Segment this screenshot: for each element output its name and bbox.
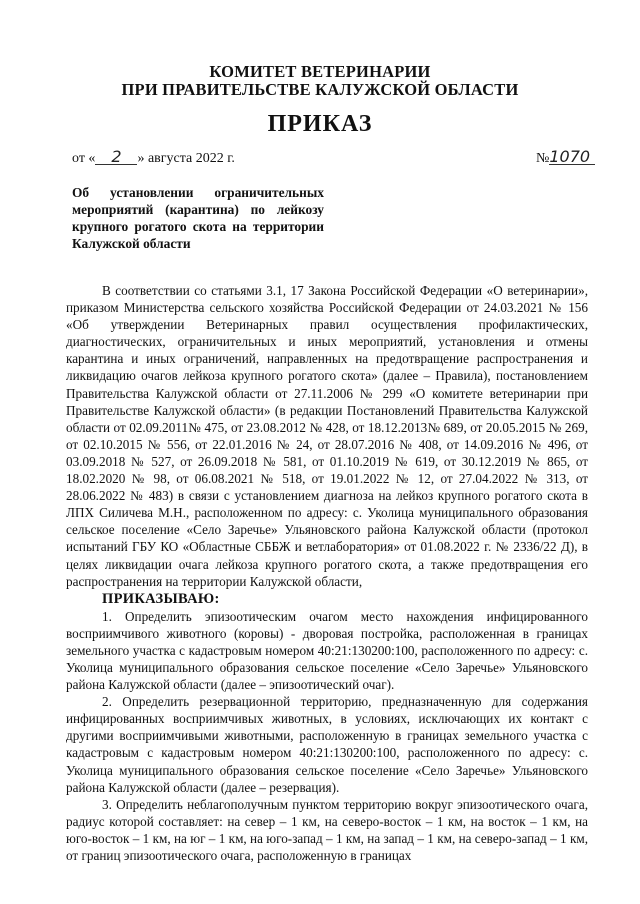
orders-heading: ПРИКАЗЫВАЮ: [102, 590, 220, 607]
order-item-1: 1. Определить эпизоотическим очагом место нахождения инфицированного восприимчивого животного (коровы) - дворовая постройка, расположенная в границах земельного участка с кадастровым номером 40:21:130200:100, расположенного по адресу: с. Уколица муниципального образования сельское поселение «Село Заречье» Ульяновского района Калужской области (далее – эпизоотический очаг). [66, 608, 588, 693]
date-prefix: от « [72, 151, 96, 166]
date-day-handwritten: 2 [95, 150, 137, 165]
preamble-paragraph: В соответствии со статьями 3.1, 17 Закона Российской Федерации «О ветеринарии», приказом Министерства сельского хозяйства Российской Федерации от 24.03.2021 № 156 «Об утверждении Ветеринарных правил осуществления профилактических, диагностических, ограничительных и иных мероприятий, установления и отмены карантина и иных ограничений, направленных на предотвращение распространения и ликвидацию очагов лейкоза крупного рогатого скота» (далее – Правила), постановлением Правительства Калужской области от 27.11.2006 № 299 «О комитете ветеринарии при Правительстве Калужской области» (в редакции Постановлений Правительства Калужской области от 02.09.2011№ 475, от 23.08.2012 № 428, от 18.12.2013№ 689, от 20.05.2015 № 269, от 02.10.2015 № 556, от 22.01.2016 № 24, от 28.07.2016 № 408, от 14.09.2016 № 496, от 03.09.2018 № 527, от 26.09.2018 № 581, от 01.10.2019 № 619, от 30.12.2019 № 865, от 18.02.2020 № 98, от 06.08.2021 № 518, от 19.01.2022 № 12, от 27.04.2022 № 313, от 28.06.2022 № 483) в связи с установлением диагноза на лейкоз крупного рогатого скота в ЛПХ Силичева М.Н., расположенном по адресу: с. Уколица муниципального образования сельское поселение «Село Заречье» Ульяновского района Калужской области (протокол испытаний ГБУ КО «Областные СББЖ и ветлаборатория» от 01.08.2022 г. № 2336/22 Д), в целях ликвидации очага лейкоза крупного рогатого скота, а также предотвращения его распространения на территории Калужской области, [66, 283, 588, 589]
organization-name-line1: КОМИТЕТ ВЕТЕРИНАРИИ [209, 62, 431, 81]
date-suffix: » августа 2022 г. [137, 151, 235, 166]
document-body [66, 282, 588, 864]
document-number [536, 147, 595, 168]
document-type-title: ПРИКАЗ [267, 111, 373, 137]
document-date [72, 147, 235, 168]
order-item-3: 3. Определить неблагополучным пунктом территорию вокруг эпизоотического очага, радиус которой составляет: на север – 1 км, на северо-восток – 1 км, на восток – 1 км, на юго-восток – 1 км, на юг – 1 км, на юго-запад – 1 км, на запад – 1 км, на северо-запад – 1 км, от границ эпизоотического очага, расположенную в границах [66, 796, 588, 863]
organization-name-line2: ПРИ ПРАВИТЕЛЬСТВЕ КАЛУЖСКОЙ ОБЛАСТИ [121, 80, 519, 99]
document-subject: Об установлении ограничительных мероприятий (карантина) по лейкозу крупного рогатого скота на территории Калужской области [72, 185, 324, 251]
number-prefix: № [536, 151, 550, 166]
number-handwritten: 1070 [549, 150, 595, 165]
order-item-2: 2. Определить резервационной территорию, предназначенную для содержания инфицированных восприимчивых животных, в условиях, исключающих их контакт с другими восприимчивыми животными, расположенную в границах земельного участка с кадастровым с кадастровым номером 40:21:130200:100, расположенного по адресу: с. Уколица муниципального образования сельское поселение «Село Заречье» Ульяновского района Калужской области (далее – резервация). [66, 694, 588, 795]
